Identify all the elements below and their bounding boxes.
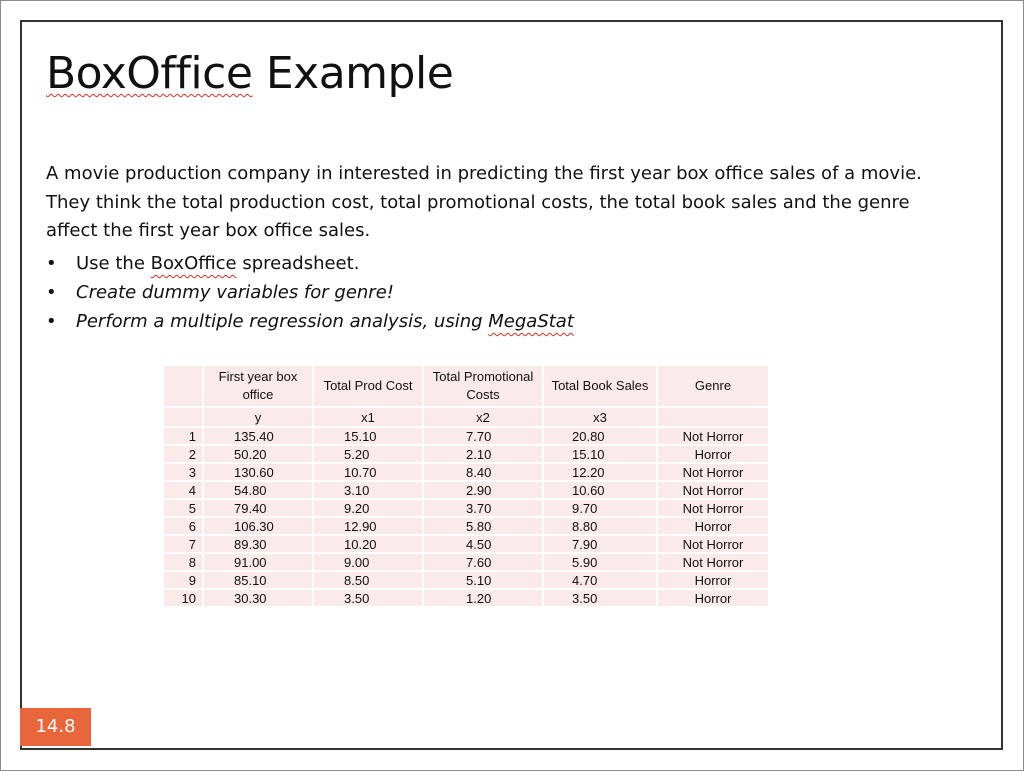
boxoffice-data-table <box>162 364 770 608</box>
x1-value-cell: 9.20 <box>313 499 423 517</box>
x1-value-cell: 8.50 <box>313 571 423 589</box>
genre-cell: Not Horror <box>657 427 769 445</box>
table-header-cell: Total Promotional Costs <box>423 365 543 407</box>
x3-value-cell: 3.50 <box>543 589 657 607</box>
variable-cell: x2 <box>423 407 543 427</box>
y-value-cell: 85.10 <box>203 571 313 589</box>
table-header-cell: First year box office <box>203 365 313 407</box>
bullet-icon: • <box>46 253 57 274</box>
x3-value-cell: 7.90 <box>543 535 657 553</box>
row-number-cell: 4 <box>163 481 203 499</box>
genre-cell: Not Horror <box>657 535 769 553</box>
x1-value-cell: 5.20 <box>313 445 423 463</box>
genre-cell: Horror <box>657 445 769 463</box>
table-cell <box>163 407 203 427</box>
table-row <box>163 517 769 535</box>
intro-paragraph: A movie production company in interested in predicting the first year box office sales of a movie. They think the total production cost, total promotional costs, the total book sales and the genre affect the first year box office sales. <box>46 163 922 241</box>
row-number-cell: 7 <box>163 535 203 553</box>
x1-value-cell: 10.20 <box>313 535 423 553</box>
x2-value-cell: 7.70 <box>423 427 543 445</box>
x2-value-cell: 2.90 <box>423 481 543 499</box>
bullet-text-part: Perform a multiple regression analysis, using <box>76 311 489 332</box>
spreadsheet-name: BoxOffice <box>150 253 237 274</box>
x2-value-cell: 3.70 <box>423 499 543 517</box>
genre-cell: Not Horror <box>657 463 769 481</box>
genre-cell: Not Horror <box>657 499 769 517</box>
bullet-text-part: Use the <box>76 253 151 274</box>
y-value-cell: 89.30 <box>203 535 313 553</box>
genre-cell: Horror <box>657 571 769 589</box>
genre-cell: Horror <box>657 517 769 535</box>
table-row <box>163 481 769 499</box>
table-row <box>163 589 769 607</box>
table-header-cell: Total Book Sales <box>543 365 657 407</box>
variable-cell: y <box>203 407 313 427</box>
bullet-text <box>76 311 574 332</box>
row-number-cell: 9 <box>163 571 203 589</box>
genre-cell: Not Horror <box>657 553 769 571</box>
table-row <box>163 571 769 589</box>
genre-cell: Horror <box>657 589 769 607</box>
y-value-cell: 79.40 <box>203 499 313 517</box>
x3-value-cell: 20.80 <box>543 427 657 445</box>
slide-title <box>46 48 453 99</box>
x2-value-cell: 1.20 <box>423 589 543 607</box>
x2-value-cell: 7.60 <box>423 553 543 571</box>
table-header-row <box>163 365 769 407</box>
variable-cell <box>657 407 769 427</box>
row-number-cell: 6 <box>163 517 203 535</box>
genre-cell: Not Horror <box>657 481 769 499</box>
bullet-list <box>46 249 574 336</box>
row-number-cell: 10 <box>163 589 203 607</box>
table-row <box>163 535 769 553</box>
x1-value-cell: 9.00 <box>313 553 423 571</box>
table-row <box>163 553 769 571</box>
x3-value-cell: 10.60 <box>543 481 657 499</box>
bullet-text: Create dummy variables for genre! <box>76 282 394 303</box>
row-number-cell: 3 <box>163 463 203 481</box>
y-value-cell: 30.30 <box>203 589 313 607</box>
bullet-text-part: spreadsheet. <box>236 253 360 274</box>
y-value-cell: 91.00 <box>203 553 313 571</box>
y-value-cell: 130.60 <box>203 463 313 481</box>
variable-row <box>163 407 769 427</box>
y-value-cell: 50.20 <box>203 445 313 463</box>
x1-value-cell: 3.10 <box>313 481 423 499</box>
bullet-icon: • <box>46 311 57 332</box>
bullet-text <box>76 253 359 274</box>
y-value-cell: 106.30 <box>203 517 313 535</box>
megastat-name: MegaStat <box>488 311 574 332</box>
table-row <box>163 463 769 481</box>
x1-value-cell: 15.10 <box>313 427 423 445</box>
bullet-item <box>46 249 574 278</box>
row-number-cell: 5 <box>163 499 203 517</box>
title-rest: Example <box>252 48 454 99</box>
bullet-item <box>46 278 574 307</box>
table-header-cell: Genre <box>657 365 769 407</box>
y-value-cell: 54.80 <box>203 481 313 499</box>
table-row <box>163 427 769 445</box>
row-number-cell: 2 <box>163 445 203 463</box>
x3-value-cell: 9.70 <box>543 499 657 517</box>
x3-value-cell: 5.90 <box>543 553 657 571</box>
row-number-cell: 8 <box>163 553 203 571</box>
x2-value-cell: 8.40 <box>423 463 543 481</box>
x3-value-cell: 12.20 <box>543 463 657 481</box>
table-header-cell: Total Prod Cost <box>313 365 423 407</box>
table-row <box>163 499 769 517</box>
x2-value-cell: 4.50 <box>423 535 543 553</box>
title-misspelled-word: BoxOffice <box>46 48 253 99</box>
bullet-item <box>46 307 574 336</box>
x3-value-cell: 8.80 <box>543 517 657 535</box>
x2-value-cell: 5.80 <box>423 517 543 535</box>
x1-value-cell: 10.70 <box>313 463 423 481</box>
x3-value-cell: 15.10 <box>543 445 657 463</box>
x2-value-cell: 2.10 <box>423 445 543 463</box>
variable-cell: x1 <box>313 407 423 427</box>
bullet-icon: • <box>46 282 57 303</box>
x2-value-cell: 5.10 <box>423 571 543 589</box>
table-row <box>163 445 769 463</box>
x3-value-cell: 4.70 <box>543 571 657 589</box>
table-header-corner <box>163 365 203 407</box>
x1-value-cell: 12.90 <box>313 517 423 535</box>
row-number-cell: 1 <box>163 427 203 445</box>
y-value-cell: 135.40 <box>203 427 313 445</box>
x1-value-cell: 3.50 <box>313 589 423 607</box>
page-number-badge: 14.8 <box>20 708 91 746</box>
variable-cell: x3 <box>543 407 657 427</box>
